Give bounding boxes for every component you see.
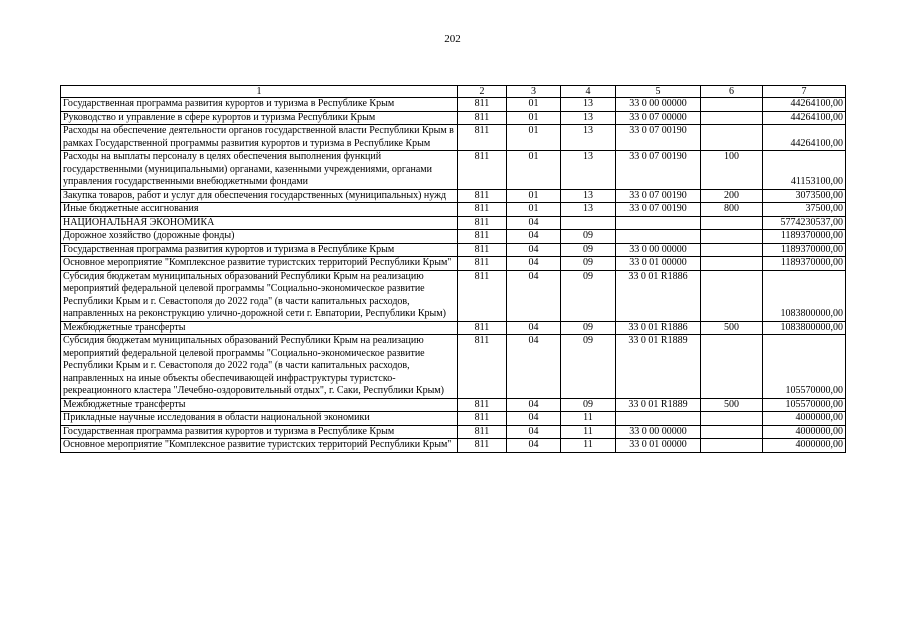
row-expense-type-cell <box>701 335 763 399</box>
row-name-cell: НАЦИОНАЛЬНАЯ ЭКОНОМИКА <box>61 216 458 230</box>
row-section-cell: 01 <box>507 98 561 112</box>
row-amount-cell: 44264100,00 <box>763 111 846 125</box>
row-expense-type-cell: 500 <box>701 398 763 412</box>
row-section-cell: 04 <box>507 321 561 335</box>
row-code-cell: 811 <box>458 257 507 271</box>
table-row <box>61 321 846 335</box>
table-row <box>61 111 846 125</box>
row-section-cell: 01 <box>507 203 561 217</box>
row-code-cell: 811 <box>458 439 507 453</box>
table-header-row <box>61 86 846 98</box>
row-subsection-cell: 09 <box>561 257 616 271</box>
row-section-cell: 04 <box>507 412 561 426</box>
row-code-cell: 811 <box>458 189 507 203</box>
row-section-cell: 01 <box>507 111 561 125</box>
table-row <box>61 243 846 257</box>
row-section-cell: 04 <box>507 216 561 230</box>
row-section-cell: 04 <box>507 257 561 271</box>
row-amount-cell: 105570000,00 <box>763 335 846 399</box>
row-code-cell: 811 <box>458 398 507 412</box>
row-amount-cell: 1189370000,00 <box>763 230 846 244</box>
row-subsection-cell: 13 <box>561 98 616 112</box>
row-subsection-cell: 13 <box>561 189 616 203</box>
row-name-cell: Субсидия бюджетам муниципальных образований Республики Крым на реализацию мероприятий федеральной целевой программы "Социально-экономическое развитие Республики Крым и г. Севастополя до 2022 года" (в части капитальных расходов, направленных на иные объекты обеспечивающей инфраструктуры туристско-рекреационного кластера "Лечебно-оздоровительный отдых", г. Саки, Республики Крым) <box>61 335 458 399</box>
row-name-cell: Межбюджетные трансферты <box>61 398 458 412</box>
row-amount-cell: 105570000,00 <box>763 398 846 412</box>
row-target-article-cell: 33 0 01 R1886 <box>616 321 701 335</box>
row-expense-type-cell <box>701 257 763 271</box>
row-section-cell: 04 <box>507 335 561 399</box>
row-name-cell: Иные бюджетные ассигнования <box>61 203 458 217</box>
row-name-cell: Руководство и управление в сфере курортов и туризма Республики Крым <box>61 111 458 125</box>
budget-table <box>60 85 846 453</box>
row-target-article-cell: 33 0 00 00000 <box>616 425 701 439</box>
row-subsection-cell: 11 <box>561 439 616 453</box>
row-expense-type-cell <box>701 125 763 151</box>
page-number: 202 <box>444 33 461 45</box>
row-expense-type-cell: 200 <box>701 189 763 203</box>
table-row <box>61 425 846 439</box>
row-code-cell: 811 <box>458 335 507 399</box>
row-expense-type-cell: 100 <box>701 151 763 190</box>
row-amount-cell: 1083800000,00 <box>763 270 846 321</box>
row-subsection-cell: 09 <box>561 230 616 244</box>
row-code-cell: 811 <box>458 111 507 125</box>
row-subsection-cell: 09 <box>561 243 616 257</box>
row-subsection-cell: 13 <box>561 125 616 151</box>
table-row <box>61 335 846 399</box>
row-code-cell: 811 <box>458 270 507 321</box>
table-row <box>61 230 846 244</box>
table-row <box>61 125 846 151</box>
header-cell: 2 <box>458 86 507 98</box>
row-subsection-cell: 11 <box>561 412 616 426</box>
row-amount-cell: 44264100,00 <box>763 125 846 151</box>
row-name-cell: Основное мероприятие "Комплексное развитие туристских территорий Республики Крым" <box>61 439 458 453</box>
row-target-article-cell: 33 0 01 R1886 <box>616 270 701 321</box>
row-subsection-cell: 13 <box>561 203 616 217</box>
row-name-cell: Дорожное хозяйство (дорожные фонды) <box>61 230 458 244</box>
row-expense-type-cell <box>701 412 763 426</box>
row-expense-type-cell <box>701 270 763 321</box>
row-subsection-cell: 11 <box>561 425 616 439</box>
row-target-article-cell: 33 0 01 00000 <box>616 439 701 453</box>
row-section-cell: 01 <box>507 151 561 190</box>
table-row <box>61 398 846 412</box>
row-subsection-cell: 09 <box>561 398 616 412</box>
row-name-cell: Государственная программа развития курортов и туризма в Республике Крым <box>61 98 458 112</box>
row-section-cell: 01 <box>507 189 561 203</box>
row-name-cell: Государственная программа развития курортов и туризма в Республике Крым <box>61 425 458 439</box>
row-code-cell: 811 <box>458 216 507 230</box>
row-name-cell: Государственная программа развития курортов и туризма в Республике Крым <box>61 243 458 257</box>
row-expense-type-cell <box>701 439 763 453</box>
row-expense-type-cell <box>701 98 763 112</box>
row-amount-cell: 4000000,00 <box>763 439 846 453</box>
table-row <box>61 412 846 426</box>
row-target-article-cell: 33 0 01 R1889 <box>616 398 701 412</box>
row-section-cell: 04 <box>507 243 561 257</box>
row-target-article-cell: 33 0 07 00190 <box>616 189 701 203</box>
row-code-cell: 811 <box>458 243 507 257</box>
row-name-cell: Прикладные научные исследования в области национальной экономики <box>61 412 458 426</box>
table-row <box>61 151 846 190</box>
row-expense-type-cell <box>701 111 763 125</box>
row-target-article-cell: 33 0 07 00190 <box>616 125 701 151</box>
row-target-article-cell: 33 0 00 00000 <box>616 243 701 257</box>
row-target-article-cell: 33 0 07 00000 <box>616 111 701 125</box>
row-amount-cell: 37500,00 <box>763 203 846 217</box>
row-code-cell: 811 <box>458 125 507 151</box>
table-row <box>61 203 846 217</box>
row-code-cell: 811 <box>458 230 507 244</box>
row-code-cell: 811 <box>458 425 507 439</box>
row-target-article-cell: 33 0 07 00190 <box>616 151 701 190</box>
row-section-cell: 04 <box>507 439 561 453</box>
table-row <box>61 270 846 321</box>
table-row <box>61 257 846 271</box>
row-section-cell: 01 <box>507 125 561 151</box>
row-section-cell: 04 <box>507 425 561 439</box>
row-subsection-cell: 09 <box>561 335 616 399</box>
table-row <box>61 216 846 230</box>
row-target-article-cell: 33 0 00 00000 <box>616 98 701 112</box>
row-expense-type-cell <box>701 230 763 244</box>
row-name-cell: Основное мероприятие "Комплексное развитие туристских территорий Республики Крым" <box>61 257 458 271</box>
row-expense-type-cell <box>701 425 763 439</box>
row-name-cell: Расходы на выплаты персоналу в целях обеспечения выполнения функций государственными (муниципальными) органами, казенными учреждениями, органами управления государственными внебюджетными фондами <box>61 151 458 190</box>
row-expense-type-cell: 800 <box>701 203 763 217</box>
row-amount-cell: 4000000,00 <box>763 425 846 439</box>
row-target-article-cell <box>616 412 701 426</box>
row-code-cell: 811 <box>458 321 507 335</box>
row-target-article-cell: 33 0 01 R1889 <box>616 335 701 399</box>
row-code-cell: 811 <box>458 98 507 112</box>
header-cell: 4 <box>561 86 616 98</box>
header-cell: 1 <box>61 86 458 98</box>
row-amount-cell: 1189370000,00 <box>763 243 846 257</box>
row-subsection-cell: 09 <box>561 321 616 335</box>
row-code-cell: 811 <box>458 203 507 217</box>
table-row <box>61 98 846 112</box>
table-row <box>61 439 846 453</box>
row-name-cell: Закупка товаров, работ и услуг для обеспечения государственных (муниципальных) нужд <box>61 189 458 203</box>
row-expense-type-cell <box>701 243 763 257</box>
row-section-cell: 04 <box>507 230 561 244</box>
row-amount-cell: 1189370000,00 <box>763 257 846 271</box>
header-cell: 7 <box>763 86 846 98</box>
row-name-cell: Межбюджетные трансферты <box>61 321 458 335</box>
row-section-cell: 04 <box>507 398 561 412</box>
row-expense-type-cell <box>701 216 763 230</box>
row-target-article-cell <box>616 230 701 244</box>
row-amount-cell: 44264100,00 <box>763 98 846 112</box>
row-code-cell: 811 <box>458 412 507 426</box>
row-subsection-cell: 09 <box>561 270 616 321</box>
row-amount-cell: 1083800000,00 <box>763 321 846 335</box>
row-name-cell: Субсидия бюджетам муниципальных образований Республики Крым на реализацию мероприятий федеральной целевой программы "Социально-экономическое развитие Республики Крым и г. Севастополя до 2022 года" (в части капитальных расходов, направленных на реконструкцию улично-дорожной сети г. Евпатории, Республики Крым) <box>61 270 458 321</box>
row-code-cell: 811 <box>458 151 507 190</box>
row-name-cell: Расходы на обеспечение деятельности органов государственной власти Республики Крым в рамках Государственной программы развития курортов и туризма в Республике Крым <box>61 125 458 151</box>
row-expense-type-cell: 500 <box>701 321 763 335</box>
row-target-article-cell <box>616 216 701 230</box>
row-amount-cell: 5774230537,00 <box>763 216 846 230</box>
row-amount-cell: 41153100,00 <box>763 151 846 190</box>
header-cell: 5 <box>616 86 701 98</box>
row-subsection-cell: 13 <box>561 151 616 190</box>
header-cell: 6 <box>701 86 763 98</box>
row-amount-cell: 3073500,00 <box>763 189 846 203</box>
row-target-article-cell: 33 0 07 00190 <box>616 203 701 217</box>
row-section-cell: 04 <box>507 270 561 321</box>
header-cell: 3 <box>507 86 561 98</box>
table-row <box>61 189 846 203</box>
row-subsection-cell: 13 <box>561 111 616 125</box>
row-amount-cell: 4000000,00 <box>763 412 846 426</box>
row-target-article-cell: 33 0 01 00000 <box>616 257 701 271</box>
row-subsection-cell <box>561 216 616 230</box>
